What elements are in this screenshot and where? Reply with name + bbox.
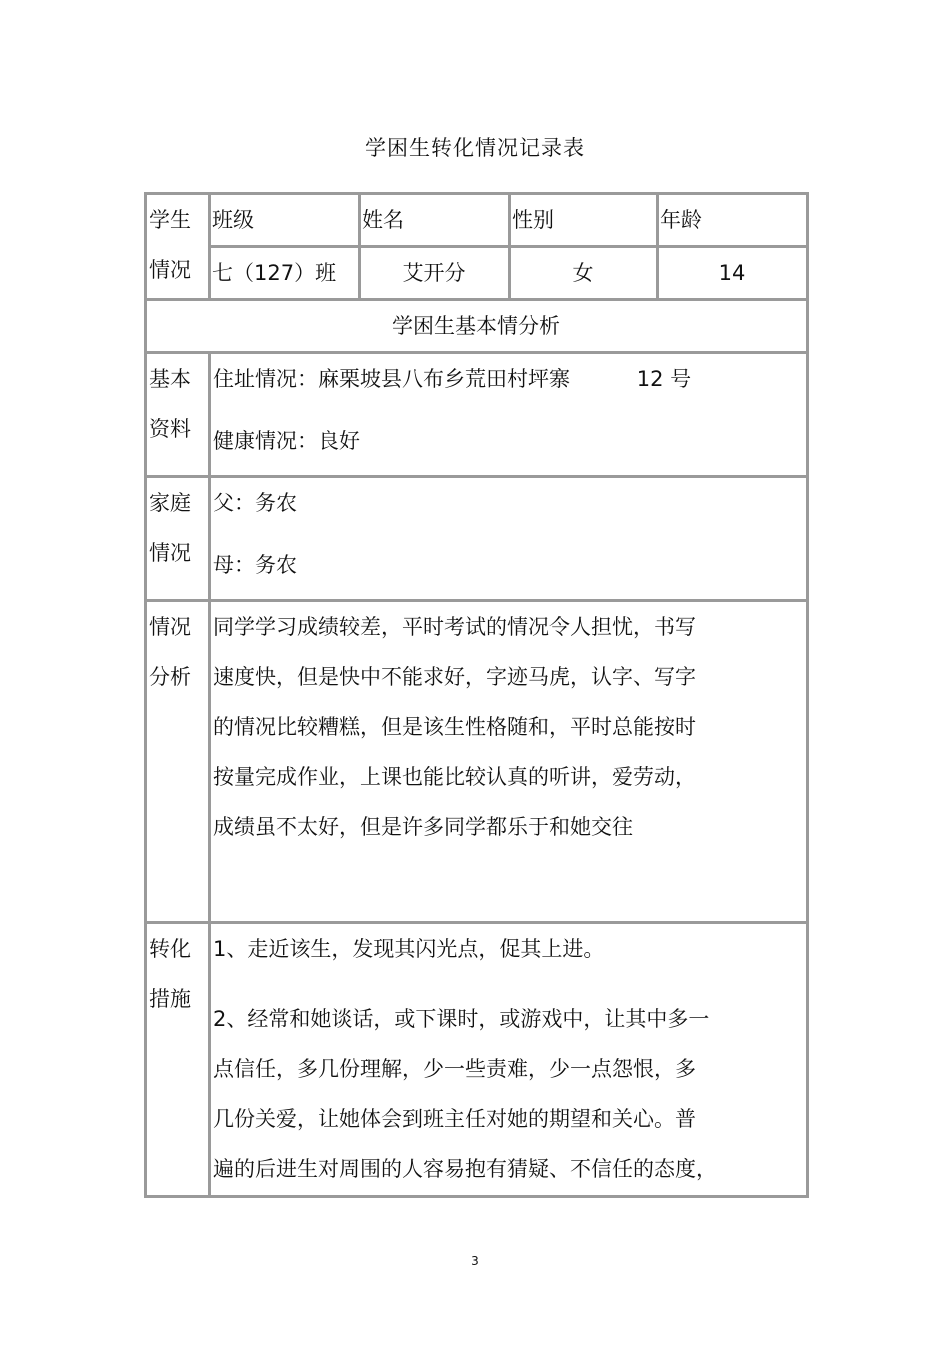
value-name: 艾开分 (360, 247, 510, 300)
header-class: 班级 (210, 194, 360, 247)
student-label-cell (146, 194, 210, 300)
situation-label-2: 分析 (149, 665, 191, 689)
student-label-1: 学生 (149, 208, 191, 232)
header-gender: 性别 (510, 194, 658, 247)
measures-label-2: 措施 (149, 987, 191, 1011)
measure-line: 2、经常和她谈话，或下课时，或游戏中，让其中多一 (213, 1007, 710, 1031)
measures-content (210, 923, 808, 1197)
family-label-cell (146, 477, 210, 601)
family-label-1: 家庭 (149, 491, 191, 515)
situation-line: 成绩虽不太好，但是许多同学都乐于和她交往 (213, 815, 633, 839)
basic-label-1: 基本 (149, 367, 191, 391)
basic-label-cell (146, 353, 210, 477)
value-age: 14 (658, 247, 808, 300)
measure-line: 遍的后进生对周围的人容易抱有猜疑、不信任的态度， (213, 1157, 717, 1181)
header-name: 姓名 (360, 194, 510, 247)
family-label-2: 情况 (149, 541, 191, 565)
basic-content (210, 353, 808, 477)
situation-line: 的情况比较糟糕，但是该生性格随和，平时总能按时 (213, 715, 696, 739)
basic-label-2: 资料 (149, 417, 191, 441)
health-text: 健康情况：良好 (213, 429, 360, 453)
measure-line: 点信任，多几份理解，少一些责难，少一点怨恨，多 (213, 1057, 696, 1081)
measures-label-1: 转化 (149, 937, 191, 961)
analysis-header: 学困生基本情分析 (146, 300, 808, 353)
measure-item-1: 1、走近该生，发现其闪光点，促其上进。 (213, 937, 605, 961)
father-text: 父：务农 (213, 491, 297, 515)
situation-line: 速度快，但是快中不能求好，字迹马虎，认字、写字 (213, 665, 696, 689)
header-age: 年龄 (658, 194, 808, 247)
value-class: 七（127）班 (210, 247, 360, 300)
address-text: 住址情况：麻栗坡县八布乡荒田村坪寨 12 号 (213, 367, 692, 391)
value-gender: 女 (510, 247, 658, 300)
situation-line: 同学学习成绩较差，平时考试的情况令人担忧，书写 (213, 615, 696, 639)
student-label-2: 情况 (149, 258, 191, 282)
page-title: 学困生转化情况记录表 (365, 136, 585, 160)
situation-label-1: 情况 (149, 615, 191, 639)
page-number: 3 (471, 1254, 479, 1268)
situation-line: 按量完成作业，上课也能比较认真的听讲，爱劳动， (213, 765, 696, 789)
measures-label-cell (146, 923, 210, 1197)
situation-label-cell (146, 601, 210, 923)
family-content (210, 477, 808, 601)
measure-line: 几份关爱，让她体会到班主任对她的期望和关心。普 (213, 1107, 696, 1131)
record-table (144, 192, 809, 1198)
mother-text: 母：务农 (213, 553, 297, 577)
situation-content (210, 601, 808, 923)
